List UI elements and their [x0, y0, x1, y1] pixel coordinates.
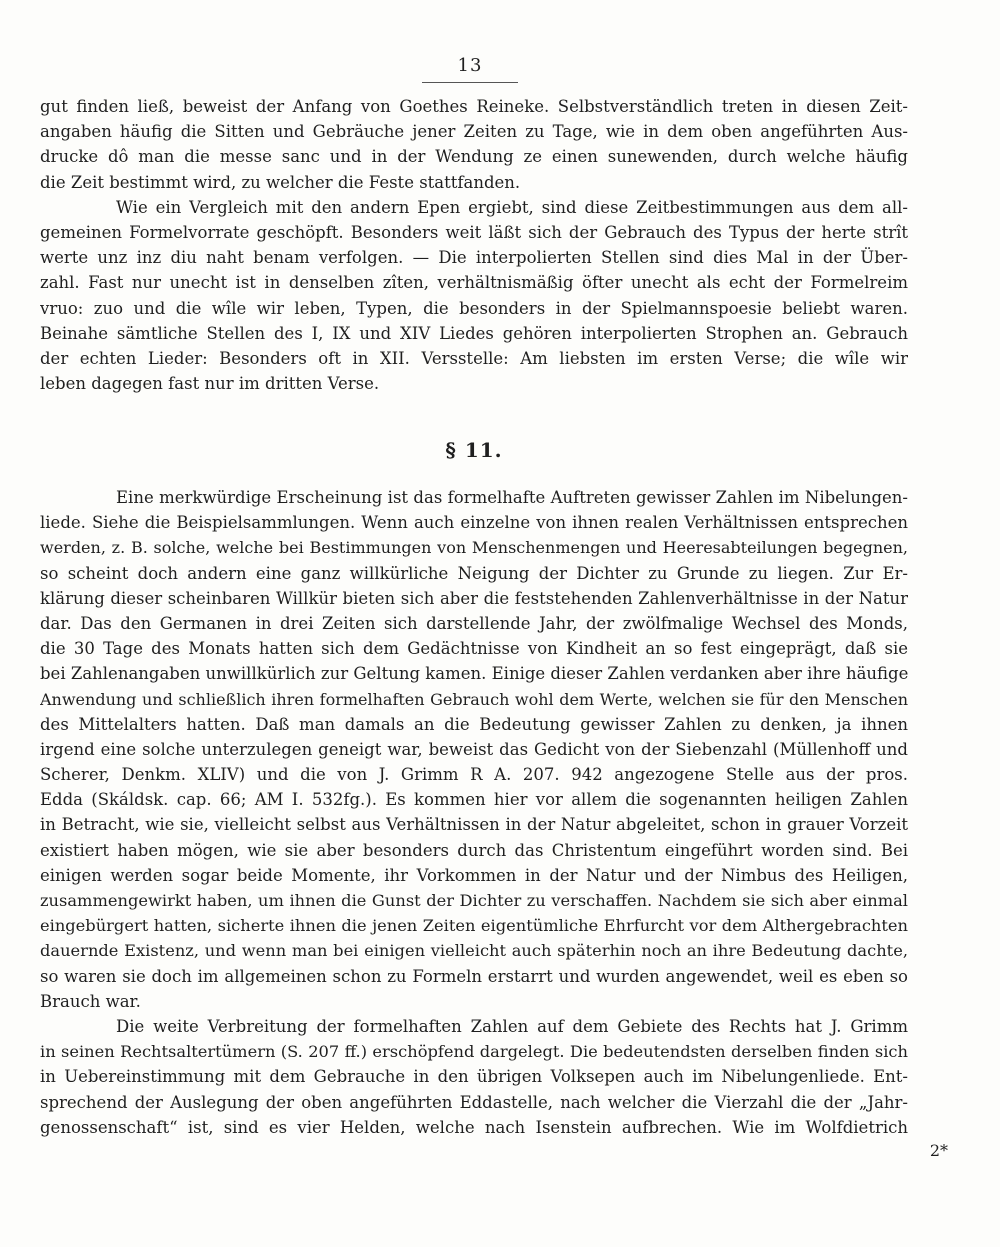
text-line: der echten Lieder: Besonders oft in XII. Versstelle: Am liebsten im ersten Verse; die wîle wir	[40, 348, 908, 368]
text-line: liede. Siehe die Beispielsammlungen. Wenn auch einzelne von ihnen realen Verhältnissen entsprechen	[40, 513, 908, 533]
text-line: in Uebereinstimmung mit dem Gebrauche in den übrigen Volksepen auch im Nibelungenliede. Ent-	[40, 1067, 908, 1087]
text-line: bei Zahlenangaben unwillkürlich zur Geltung kamen. Einige dieser Zahlen verdanken aber ihre häufige	[40, 664, 908, 684]
text-line: in seinen Rechtsaltertümern (S. 207 ff.) erschöpfend dargelegt. Die bedeutendsten derselben finden sich	[40, 1042, 908, 1062]
text-line: angaben häufig die Sitten und Gebräuche jener Zeiten zu Tage, wie in dem oben angeführten Aus-	[40, 122, 908, 142]
text-line: werden, z. B. solche, welche bei Bestimmungen von Menschenmengen und Heeresabteilungen begegnen,	[40, 538, 908, 558]
header-rule	[422, 82, 518, 83]
text-line: gemeinen Formelvorrate geschöpft. Besonders weit läßt sich der Gebrauch des Typus der herte strît	[40, 222, 908, 242]
text-line: klärung dieser scheinbaren Willkür bieten sich aber die feststehenden Zahlenverhältnisse in der Natur	[40, 588, 908, 608]
section-heading: § 11.	[445, 438, 503, 462]
text-line: sprechend der Auslegung der oben angeführten Eddastelle, nach welcher die Vierzahl die der „Jahr-	[40, 1092, 908, 1112]
paragraph	[40, 195, 908, 397]
text-line: eingebürgert hatten, sicherte ihnen die jenen Zeiten eigentümliche Ehrfurcht vor dem Althergebrachten	[40, 916, 908, 936]
page-header	[422, 55, 518, 83]
text-block-top	[40, 94, 908, 396]
text-line: Anwendung und schließlich ihren formelhaften Gebrauch wohl dem Werte, welchen sie für den Menschen	[40, 689, 908, 709]
text-line: gut finden ließ, beweist der Anfang von Goethes Reineke. Selbstverständlich treten in diesen Zeit-	[40, 97, 908, 116]
text-line: leben dagegen fast nur im dritten Verse.	[40, 374, 380, 394]
paragraph	[40, 94, 908, 195]
text-line: so scheint doch andern eine ganz willkürliche Neigung der Dichter zu Grunde zu liegen. Zur Er-	[40, 563, 908, 583]
text-line: die Zeit bestimmt wird, zu welcher die Feste stattfanden.	[40, 172, 521, 192]
text-line: dar. Das den Germanen in drei Zeiten sich darstellende Jahr, der zwölfmalige Wechsel des Monds,	[40, 613, 908, 633]
text-line: werte unz inz diu naht benam verfolgen. — Die interpolierten Stellen sind dies Mal in der Über-	[40, 248, 908, 268]
text-line: Beinahe sämtliche Stellen des I, IX und XIV Liedes gehören interpolierten Strophen an. Gebrauch	[40, 323, 908, 343]
text-block-bottom	[40, 485, 908, 1140]
text-line: die 30 Tage des Monats hatten sich dem Gedächtnisse von Kindheit an so fest eingeprägt, daß sie	[40, 639, 908, 659]
paragraph	[40, 485, 908, 1014]
text-line: Scherer, Denkm. XLIV) und die von J. Grimm R A. 207. 942 angezogene Stelle aus der pros.	[40, 765, 908, 785]
text-line: einigen werden sogar beide Momente, ihr Vorkommen in der Natur und der Nimbus des Heiligen,	[40, 865, 908, 885]
text-line: in Betracht, wie sie, vielleicht selbst aus Verhältnissen in der Natur abgeleitet, schon in grauer Vorzeit	[40, 815, 908, 835]
text-line: zusammengewirkt haben, um ihnen die Gunst der Dichter zu verschaffen. Nachdem sie sich aber einmal	[40, 891, 908, 910]
text-line: Wie ein Vergleich mit den andern Epen ergiebt, sind diese Zeitbestimmungen aus dem all-	[116, 197, 908, 217]
text-line: Brauch war.	[40, 991, 141, 1011]
text-line: existiert haben mögen, wie sie aber besonders durch das Christentum eingeführt worden sind. Bei	[40, 840, 908, 860]
text-line: des Mittelalters hatten. Daß man damals an die Bedeutung gewisser Zahlen zu denken, ja ihnen	[40, 714, 908, 734]
text-line: Eine merkwürdige Erscheinung ist das formelhafte Auftreten gewisser Zahlen im Nibelungen-	[116, 488, 908, 507]
text-line: dauernde Existenz, und wenn man bei einigen vielleicht auch späterhin noch an ihre Bedeutung dachte,	[40, 941, 908, 961]
text-line: drucke dô man die messe sanc und in der Wendung ze einen sunewenden, durch welche häufig	[40, 147, 908, 167]
text-line: irgend eine solche unterzulegen geneigt war, beweist das Gedicht von der Siebenzahl (Müllenhoff und	[40, 739, 908, 759]
text-line: Die weite Verbreitung der formelhaften Zahlen auf dem Gebiete des Rechts hat J. Grimm	[116, 1016, 908, 1036]
printer-signature: 2*	[929, 1141, 948, 1160]
page-number: 13	[457, 55, 483, 76]
text-line: genossenschaft“ ist, sind es vier Helden, welche nach Isenstein aufbrechen. Wie im Wolfdietrich	[40, 1117, 908, 1137]
text-line: zahl. Fast nur unecht ist in denselben zîten, verhältnismäßig öfter unecht als echt der Formelreim	[40, 273, 908, 293]
text-line: Edda (Skáldsk. cap. 66; AM I. 532fg.). Es kommen hier vor allem die sogenannten heiligen Zahlen	[40, 790, 908, 810]
text-line: vruo: zuo und die wîle wir leben, Typen, die besonders in der Spielmannspoesie beliebt waren.	[40, 298, 908, 318]
paragraph	[40, 1014, 908, 1140]
text-line: so waren sie doch im allgemeinen schon zu Formeln erstarrt und wurden angewendet, weil es eben so	[40, 966, 908, 986]
